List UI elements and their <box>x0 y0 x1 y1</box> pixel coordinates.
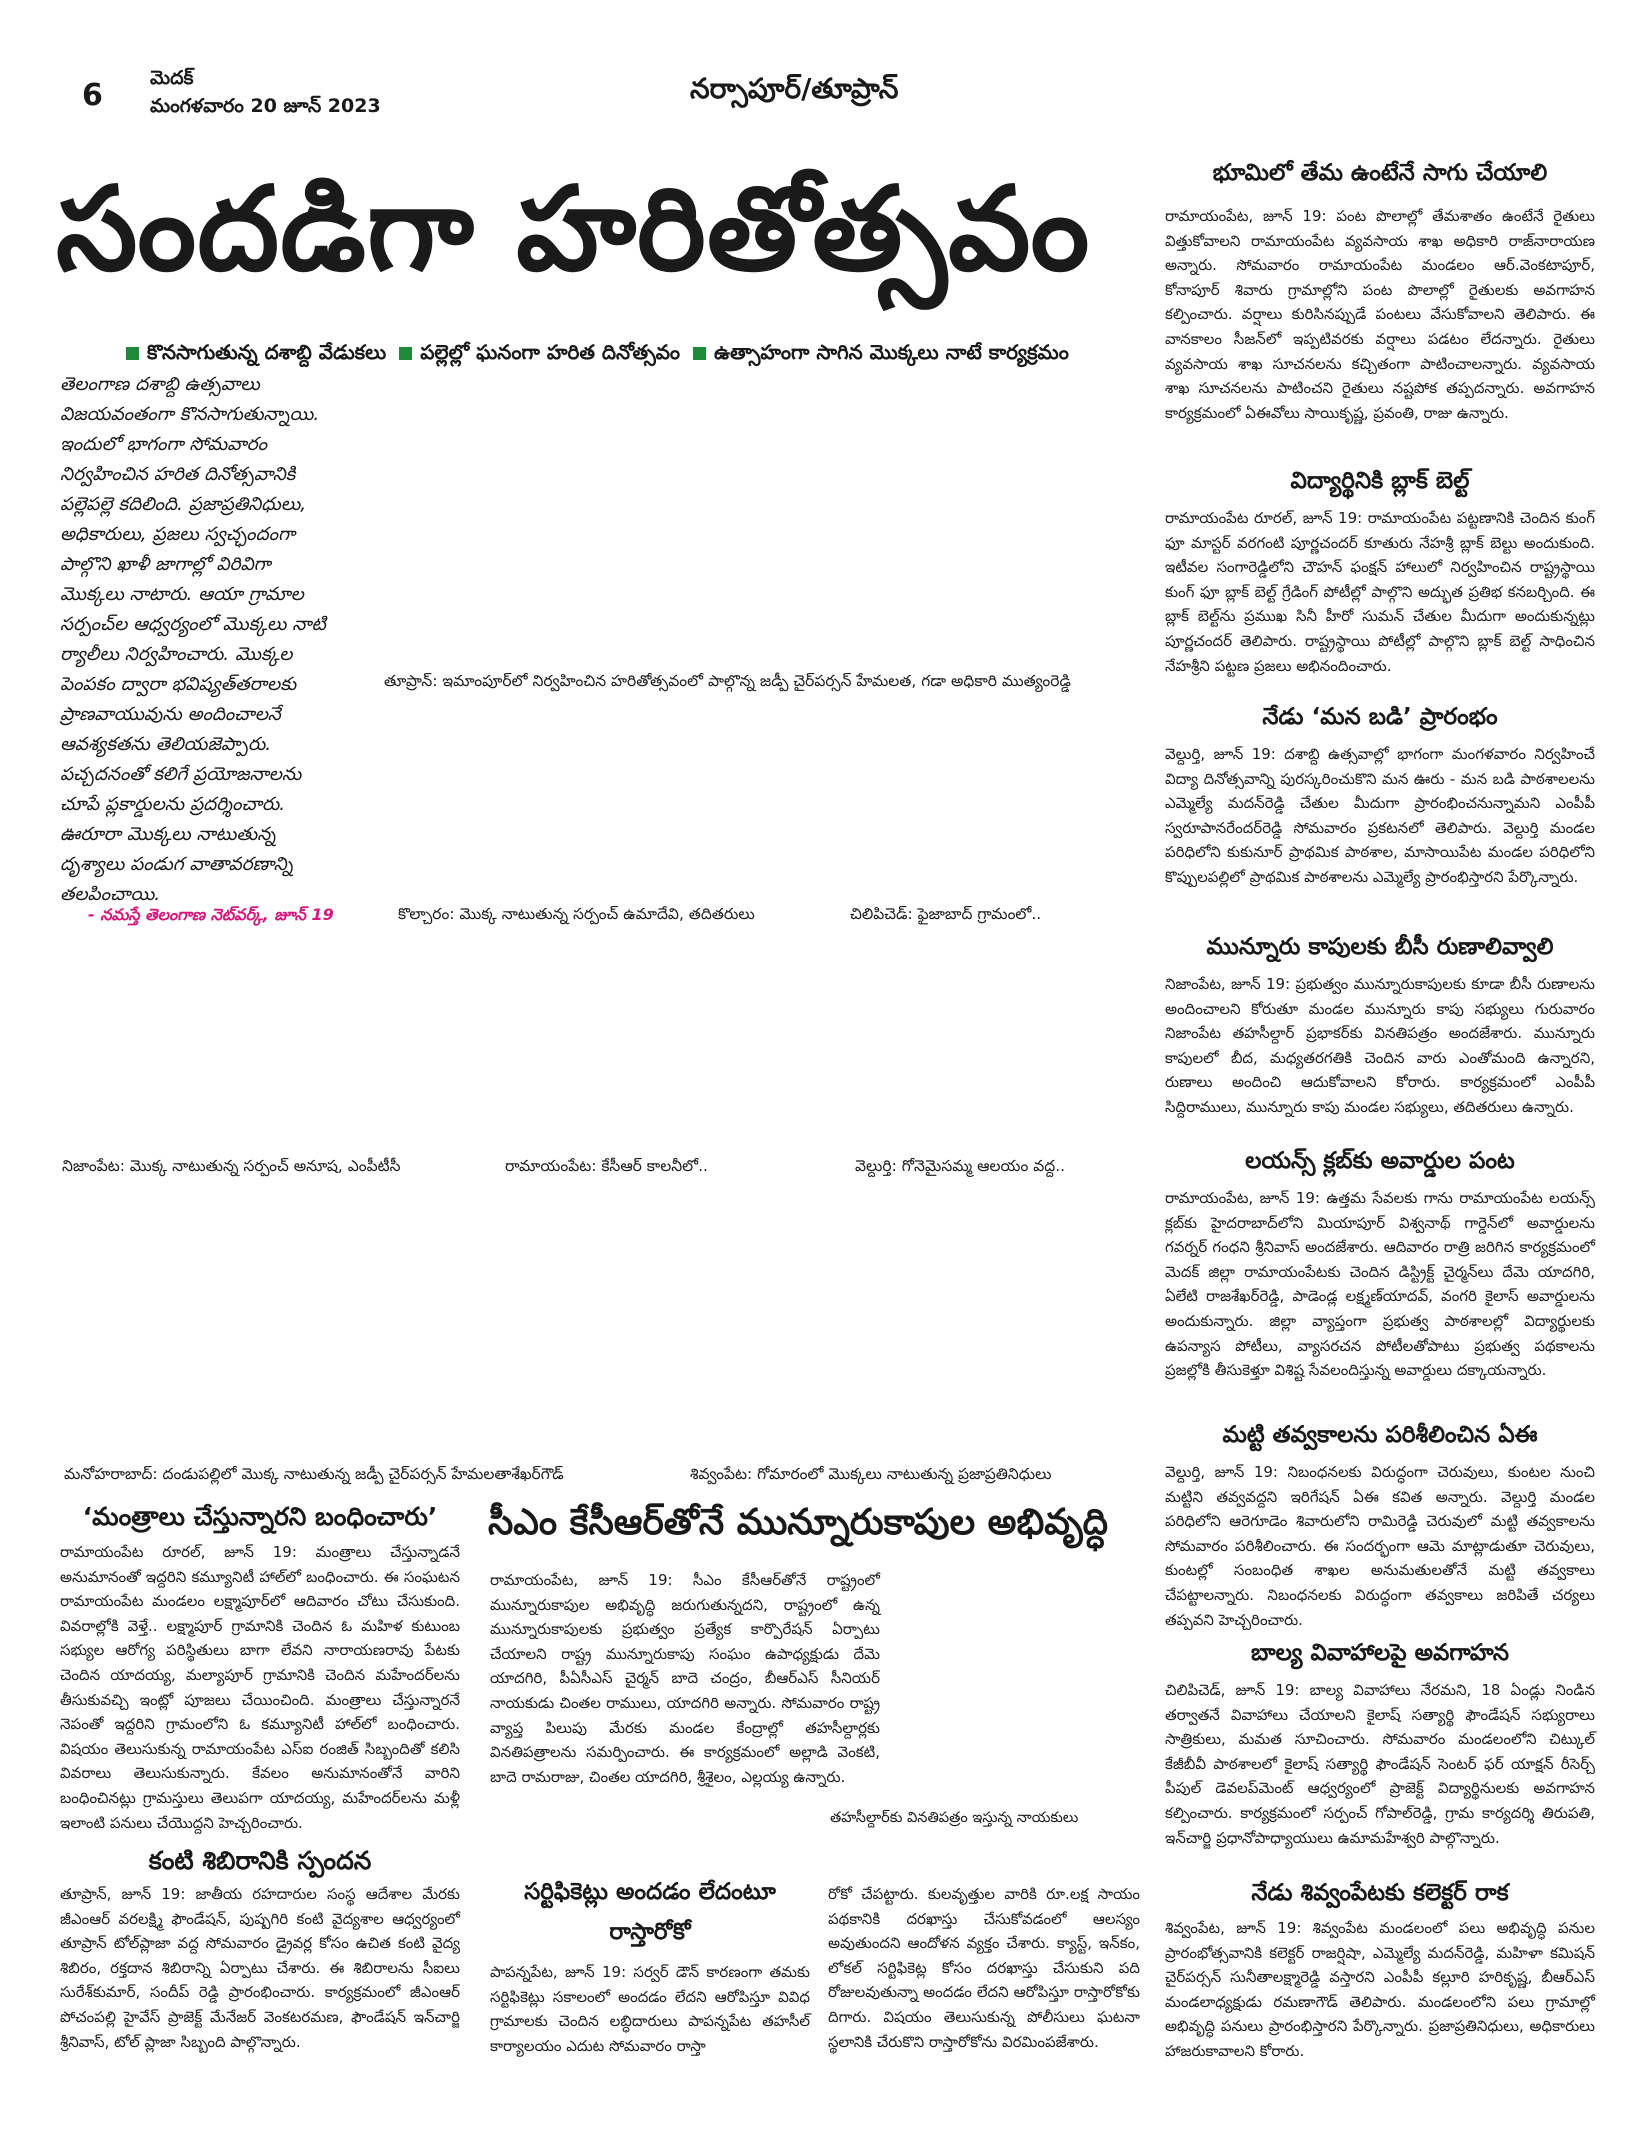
story-right-8: శివ్వంపేట, జూన్ 19: శివ్వంపేట మండలంలో పలు అభివృద్ధి పనుల ప్రారంభోత్సవానికి కలెక్టర్ రాజర్షిషా, ఎమ్మెల్యే మదన్‌రెడ్డి, మహిళా కమిషన్ చైర్‌పర్సన్ సునీతాలక్ష్మారెడ్డి వస్తారని ఎంపీపీ కల్లూరి హరికృష్ణ, బీఆర్ఎస్ మండలాధ్యక్షుడు రమణాగౌడ్ తెలిపారు. మండలంలోని పలు గ్రామాల్లో అభివృద్ధి పనులు ప్రారంభిస్తారని పేర్కొన్నారు. ప్రజాప్రతినిధులు, అధికారులు హాజరుకావాలని కోరారు. <box>1165 1919 1595 2060</box>
subhead-1: కొనసాగుతున్న దశాబ్ది వేడుకలు <box>147 340 387 364</box>
intro-line: చూపే ప్లకార్డులను ప్రదర్శించారు. <box>60 794 286 815</box>
headline-right-3: నేడు ‘మన బడి’ ప్రారంభం <box>1262 704 1498 730</box>
intro-line: పెంపకం ద్వారా భవిష్యత్‌తరాలకు <box>60 674 297 695</box>
photo-tahsildar <box>892 1568 1142 1798</box>
intro-line: తెలంగాణ దశాబ్ది ఉత్సవాలు <box>60 374 260 395</box>
intro-line: తలపించాయి. <box>60 884 161 905</box>
story-right-4: నిజాంపేట, జూన్ 19: ప్రభుత్వం మున్నూరుకాపులకు కూడా బీసీ రుణాలను అందించాలని కోరుతూ మండల మున్నూరు కాపు సభ్యులు గురువారం నిజాంపేట తహసీల్దార్ ప్రభాకర్‌కు వినతిపత్రం అందజేశారు. మున్నూరు కాపులలో బీద, మధ్యతరగతికి చెందిన వారు ఎంతోమంది ఉన్నారని, రుణాలు అందించి ఆదుకోవాలని కోరారు. కార్యక్రమంలో ఎంపీపీ సిద్దిరాములు, మున్నూరు కాపు మండల సభ్యులు, తదితరులు ఉన్నారు. <box>1165 975 1595 1116</box>
headline-mantralu: ‘మంత్రాలు చేస్తున్నారని బంధించారు’ <box>82 1502 438 1531</box>
caption-ramayampet: రామాయంపేట: కేసీఆర్ కాలనీలో.. <box>505 1157 708 1175</box>
page-number: 6 <box>82 78 103 113</box>
lead-headline: సందడిగా హరితోత్సవం <box>56 162 1091 297</box>
story-right-6: వెల్దుర్తి, జూన్ 19: నిబంధనలకు విరుద్ధంగా చెరువులు, కుంటల నుంచి మట్టిని తవ్వవద్దని ఇరిగేషన్ ఏఈ కవిత అన్నారు. వెల్దుర్తి మండల పరిధిలోని ఆరెగూడెం శివారులోని రామిరెడ్డి చెరువులో మట్టి తవ్వకాలను సోమవారం పరిశీలించారు. ఈ సందర్భంగా ఆమె మాట్లాడుతూ చెరువులు, కుంటల్లో సంబంధిత శాఖల అనుమతులతోనే మట్టి తవ్వకాలు చేపట్టాలన్నారు. నిబంధనలకు విరుద్ధంగా తవ్వకాలు జరిపితే చర్యలు తప్పవని హెచ్చరించారు. <box>1165 1463 1595 1629</box>
story-right-1: రామాయంపేట, జూన్ 19: పంట పొలాల్లో తేమశాతం ఉంటేనే రైతులు విత్తుకోవాలని రామాయంపేట వ్యవసాయ శాఖ అధికారి రాజ్‌నారాయణ అన్నారు. సోమవారం రామాయంపేట మండలం ఆర్.వెంకటాపూర్, కోనాపూర్ శివారు గ్రామాల్లోని పంట పొలాల్లో రైతులకు అవగాహన కల్పించారు. వర్షాలు కురిసినప్పుడే పంటలు వేసుకోవాలని తెలిపారు. ఈ వానకాలం సీజన్‌లో ఇప్పటివరకు వర్షాలు పడటం లేదన్నారు. రైతులు వ్యవసాయ శాఖ సూచనలను కచ్చితంగా పాటించాలన్నారు. వ్యవసాయ శాఖ సూచనలను పాటించని రైతులు నష్టపోక తప్పదన్నారు. అవగాహన కార్యక్రమంలో ఏఈవోలు సాయికృష్ణ, ప్రవంతి, రాజు ఉన్నారు. <box>1165 207 1595 422</box>
green-square-icon <box>693 347 706 360</box>
intro-line: విజయవంతంగా కొనసాగుతున్నాయి. <box>60 404 320 425</box>
headline-right-5: లయన్స్ క్లబ్‌కు అవార్డుల పంట <box>1245 1148 1515 1174</box>
headline-right-6: మట్టి తవ్వకాలను పరిశీలించిన ఏఈ <box>1222 1422 1538 1448</box>
intro-line: పచ్చదనంతో కలిగే ప్రయోజనాలను <box>60 764 302 785</box>
photo-veldurthi <box>830 940 1140 1150</box>
caption-veldurthi: వెల్దుర్తి: గోనెమైసమ్మ ఆలయం వద్ద.. <box>855 1157 1066 1175</box>
story-certificates-col1: పాపన్నపేట, జూన్ 19: సర్వర్ డౌన్ కారణంగా తమకు సర్టిఫికెట్లు సకాలంలో అందడం లేదని ఆరోపిస్తూ వివిధ గ్రామాలకు చెందిన లబ్ధిదారులు పాపన్నపేట తహసీల్ కార్యాలయం ఎదుట సోమవారం రాస్తా <box>490 1963 810 2055</box>
lead-subheads <box>120 340 1069 369</box>
story-kanti: తూప్రాన్, జూన్ 19: జాతీయ రహదారుల సంస్థ ఆదేశాల మేరకు జీఎంఆర్ వరలక్ష్మి ఫౌండేషన్, పుష్పగిరి కంటి వైద్యశాల ఆధ్వర్యంలో తూప్రాన్ టోల్‌ప్లాజా వద్ద సోమవారం డ్రైవర్ల కోసం ఉచిత కంటి వైద్య శిబిరం, రక్తదాన శిబిరాన్ని ఏర్పాటు చేశారు. ఈ శిబిరాలను సీఐలు సురేశ్‌కుమార్, సందీప్ రెడ్డి ప్రారంభించారు. కార్యక్రమంలో జీఎంఆర్ పోచంపల్లి హైవేస్ ప్రాజెక్ట్ మేనేజర్ వెంకటరమణ, ఫౌండేషన్ ఇన్‌చార్జి శ్రీనివాస్, టోల్ ప్లాజా సిబ్బంది పాల్గొన్నారు. <box>60 1885 460 2051</box>
intro-line: నిర్వహించిన హరిత దినోత్సవానికి <box>60 464 296 485</box>
headline-kanti: కంటి శిబిరానికి స్పందన <box>148 1846 372 1875</box>
headline-right-4: మున్నూరు కాపులకు బీసీ రుణాలివ్వాలి <box>1206 934 1554 960</box>
story-right-3: వెల్దుర్తి, జూన్ 19: దశాబ్ది ఉత్సవాల్లో భాగంగా మంగళవారం నిర్వహించే విద్యా దినోత్సవాన్ని పురస్కరించుకొని మన ఊరు - మన బడి పాఠశాలలను ఎమ్మెల్యే మదన్‌రెడ్డి చేతుల మీదుగా ప్రారంభించనున్నామని ఎంపీపీ స్వరూపానరేందర్‌రెడ్డి సోమవారం ప్రకటనలో తెలిపారు. వెల్దుర్తి మండల పరిధిలోని కుకునూర్ ప్రాథమిక పాఠశాల, మాసాయిపేట మండల పరిధిలోని కొప్పులపల్లిలో ప్రాథమిక పాఠశాలను ఎమ్మెల్యే ప్రారంభిస్తారని పేర్కొన్నారు. <box>1165 745 1595 886</box>
photo-ramayampet <box>490 940 810 1150</box>
lead-credit: - నమస్తే తెలంగాణ నెట్‌వర్క్, జూన్ 19 <box>88 905 334 924</box>
caption-toopran: తూప్రాన్: ఇమాంపూర్‌లో నిర్వహించిన హరితోత్సవంలో పాల్గొన్న జడ్పీ చైర్‌పర్సన్ హేమలత, గడా అధికారి ముత్యంరెడ్డి <box>384 672 1071 690</box>
headline-certificates: సర్టిఫికెట్లు అందడం లేదంటూ రాస్తారోకో <box>524 1879 776 1945</box>
headline-right-7: బాల్య వివాహాలపై అవగాహన <box>1250 1640 1510 1666</box>
photo-kolcharam <box>380 700 820 900</box>
caption-manoharabad: మనోహరాబాద్: దండుపల్లిలో మొక్క నాటుతున్న జడ్పీ చైర్‌పర్సన్ హేమలతాశేఖర్‌గౌడ్ <box>64 1465 564 1483</box>
intro-line: పాల్గొని ఖాళీ జాగాల్లో విరివిగా <box>60 554 271 575</box>
intro-line: పల్లెపల్లె కదిలింది. ప్రజాప్రతినిధులు, <box>60 494 307 515</box>
intro-line: ర్యాలీలు నిర్వహించారు. మొక్కల <box>60 644 293 665</box>
green-square-icon <box>399 347 412 360</box>
headline-right-2: విద్యార్థినికి బ్లాక్ బెల్ట్ <box>1290 468 1470 494</box>
subhead-3: ఉత్సాహంగా సాగిన మొక్కలు నాటే కార్యక్రమం <box>714 340 1069 364</box>
story-right-2: రామాయంపేట రూరల్, జూన్ 19: రామాయంపేట పట్టణానికి చెందిన కుంగ్ ఫూ మాస్టర్ వరగంటి పూర్ణచందర్ కూతురు నేహశ్రీ బ్లాక్ బెల్టు అందుకుంది. ఇటీవల సంగారెడ్డిలోని చౌహన్ ఫంక్షన్ హాలులో నిర్వహించిన రాష్ట్రస్థాయి కుంగ్ ఫూ బ్లాక్ బెల్ట్ గ్రేడింగ్ పోటీల్లో పాల్గొని అద్భుత ప్రతిభ కనబర్చింది. ఈ బ్లాక్ బెల్ట్‌ను ప్రముఖ సినీ హీరో సుమన్ చేతుల మీదుగా అందుకున్నట్లు పూర్ణచందర్ తెలిపారు. రాష్ట్రస్థాయి పోటీల్లో పాల్గొని బ్లాక్ బెల్ట్ సాధించిన నేహశ్రీని పట్టణ ప్రజలు అభినందించారు. <box>1165 509 1595 675</box>
story-right-7: చిలిపిచెడ్, జూన్ 19: బాల్య వివాహాలు నేరమని, 18 ఏండ్లు నిండిన తర్వాతనే వివాహాలు చేయాలని కైలాష్ సత్యార్థి ఫౌండేషన్ సభ్యురాలు సాత్రికులు, మమత సూచించారు. సోమవారం మండలంలోని చిట్కుల్ కేజీబీవీ పాఠశాలలో కైలాష్ సత్యార్థి ఫౌండేషన్ సెంటర్ ఫర్ యాక్షన్ రీసెర్చ్ పీపుల్ డెవలప్‌మెంట్ ఆధ్వర్యంలో ప్రాజెక్ట్ విద్యార్థినులకు అవగాహన కల్పించారు. కార్యక్రమంలో సర్పంచ్ గోపాల్‌రెడ్డి, గ్రామ కార్యదర్శి తిరుపతి, ఇన్‌చార్జి ప్రధానోపాధ్యాయులు ఉమామహేశ్వరి పాల్గొన్నారు. <box>1165 1681 1595 1847</box>
caption-shivvampet: శివ్వంపేట: గోమారంలో మొక్కలు నాటుతున్న ప్రజాప్రతినిధులు <box>690 1465 1052 1483</box>
section-title: నర్సాపూర్/తూప్రాన్ <box>690 72 899 105</box>
headline-right-8: నేడు శివ్వంపేటకు కలెక్టర్ రాక <box>1251 1880 1509 1906</box>
issue-date: మంగళవారం 20 జూన్ 2023 <box>150 95 381 117</box>
photo-toopran <box>380 370 1140 660</box>
story-right-5: రామాయంపేట, జూన్ 19: ఉత్తమ సేవలకు గాను రామాయంపేట లయన్స్ క్లబ్‌కు హైదరాబాద్‌లోని మియాపూర్ విశ్వనాథ్ గార్డెన్‌లో అవార్డులను గవర్నర్ గంధని శ్రీనివాస్ అందజేశారు. ఆదివారం రాత్రి జరిగిన కార్యక్రమంలో మెదక్ జిల్లా రామాయంపేటకు చెందిన డిస్ట్రిక్ట్ చైర్మన్‌లు దేమె యాదగిరి, ఏలేటి రాజశేఖర్‌రెడ్డి, పాడెండ్ల లక్ష్మణ్‌యాదవ్, వంగరి కైలాస్ అవార్డులను అందుకున్నారు. జిల్లా వ్యాప్తంగా ప్రభుత్వ పాఠశాలల్లో విద్యార్థులకు ఉపన్యాస పోటీలు, వ్యాసరచన పోటీలతోపాటు ప్రభుత్వ పథకాలను ప్రజల్లోకి తీసుకెళ్తూ విశిష్ట సేవలందిస్తున్న అవార్డులు దక్కాయన్నారు. <box>1165 1189 1595 1380</box>
intro-line: దృశ్యాలు పండుగ వాతావరణాన్ని <box>60 854 293 875</box>
intro-line: సర్పంచ్‌ల ఆధ్వర్యంలో మొక్కలు నాటి <box>60 614 326 635</box>
intro-line: మొక్కలు నాటారు. ఆయా గ్రామాల <box>60 584 304 605</box>
lead-intro <box>60 370 370 910</box>
photo-manoharabad <box>60 1190 680 1460</box>
intro-line: ఆవశ్యకతను తెలియజెప్పారు. <box>60 734 272 755</box>
headline-right-1: భూమిలో తేమ ఉంటేనే సాగు చేయాలి <box>1212 160 1548 186</box>
intro-line: ఇందులో భాగంగా సోమవారం <box>60 434 267 455</box>
headline-cm: సీఎం కేసీఆర్‌తోనే మున్నూరుకాపుల అభివృద్ధి <box>488 1502 1109 1543</box>
district-name: మెదక్ <box>150 67 194 89</box>
caption-kolcharam: కొల్చారం: మొక్క నాటుతున్న సర్పంచ్ ఉమాదేవి, తదితరులు <box>398 905 755 923</box>
green-square-icon <box>126 347 139 360</box>
intro-line: ప్రాణవాయువును అందించాలనే <box>60 704 281 725</box>
photo-chilipched <box>830 700 1140 900</box>
story-mantralu: రామాయంపేట రూరల్, జూన్ 19: మంత్రాలు చేస్తున్నాడనే అనుమానంతో ఇద్దరిని కమ్యూనిటీ హాల్‌లో బంధించారు. ఈ సంఘటన రామాయంపేట మండలం లక్ష్మాపూర్‌లో ఆదివారం చోటు చేసుకుంది. వివరాల్లోకి వెళ్తే.. లక్ష్మాపూర్ గ్రామానికి చెందిన ఓ మహిళ కుటుంబ సభ్యుల ఆరోగ్య పరిస్థితులు బాగా లేవని నారాయణరావు పేటకు చెందిన యాదయ్య, మల్యాపూర్ గ్రామానికి చెందిన మహేందర్‌లను తీసుకువచ్చి ఇంట్లో పూజలు చేయించింది. మంత్రాలు చేస్తున్నారనే నెపంతో ఇద్దరిని గ్రామంలోని ఓ కమ్యూనిటీ హాల్‌లో బంధించారు. విషయం తెలుసుకున్న రామాయంపేట ఎస్ఐ రంజిత్ సిబ్బందితో కలిసి వివరాలు తెలుసుకున్నారు. కేవలం అనుమానంతోనే వారిని బంధించినట్లు గ్రామస్తులు తెలుపగా యాదయ్య, మహేందర్‌లను మళ్లీ ఇలాంటి పనులు చేయొద్దని హెచ్చరించారు. <box>60 1543 460 1832</box>
photo-shivvampet <box>690 1190 1140 1460</box>
intro-line: ఊరూరా మొక్కలు నాటుతున్న <box>60 824 276 845</box>
intro-line: అధికారులు, ప్రజలు స్వచ్ఛందంగా <box>60 524 295 545</box>
caption-nizampet: నిజాంపేట: మొక్క నాటుతున్న సర్పంచ్ అనూష, ఎంపీటీసీ <box>62 1157 401 1175</box>
caption-chilipched: చిలిపిచెడ్: ఫైజాబాద్ గ్రామంలో.. <box>850 905 1042 923</box>
story-cm: రామాయంపేట, జూన్ 19: సీఎం కేసీఆర్‌తోనే రాష్ట్రంలో మున్నూరుకాపుల అభివృద్ధి జరుగుతున్నదని, రాష్ట్రంలో ఉన్న మున్నూరుకాపులకు ప్రభుత్వం ప్రత్యేక కార్పొరేషన్ ఏర్పాటు చేయాలని రాష్ట్ర మున్నూరుకాపు సంఘం ఉపాధ్యక్షుడు దేమె యాదగిరి, పీఏసీఎస్ చైర్మన్ బాదె చంద్రం, బీఆర్ఎస్ సీనియర్ నాయకుడు చింతల రాములు, యాదగిరి అన్నారు. సోమవారం రాష్ట్ర వ్యాప్త పిలుపు మేరకు మండల కేంద్రాల్లో తహసీల్దార్లకు వినతిపత్రాలను సమర్పించారు. ఈ కార్యక్రమంలో అల్లాడి వెంకటి, బాదె రామరాజు, చింతల యాదగిరి, శ్రీశైలం, ఎల్లయ్య ఉన్నారు. <box>490 1571 880 1786</box>
edition-block <box>150 64 381 120</box>
caption-tahsildar: తహసీల్దార్‌కు వినతిపత్రం ఇస్తున్న నాయకులు <box>830 1810 1079 1826</box>
story-certificates-col2: రోకో చేపట్టారు. కులవృత్తుల వారికి రూ.లక్ష సాయం పథకానికి దరఖాస్తు చేసుకోవడంలో ఆలస్యం అవుతుందని ఆందోళన వ్యక్తం చేశారు. క్యాస్ట్, ఇన్‌కం, లోకల్ సర్టిఫికెట్ల కోసం దరఖాస్తు చేసుకుని పది రోజులవుతున్నా అందడం లేదని ఆరోపిస్తూ రాస్తారోకోకు దిగారు. విషయం తెలుసుకున్న పోలీసులు ఘటనా స్థలానికి చేరుకొని రాస్తారోకోను విరమింపజేశారు. <box>828 1885 1140 2051</box>
photo-nizampet <box>60 940 480 1150</box>
subhead-2: పల్లెల్లో ఘనంగా హరిత దినోత్సవం <box>420 340 681 364</box>
